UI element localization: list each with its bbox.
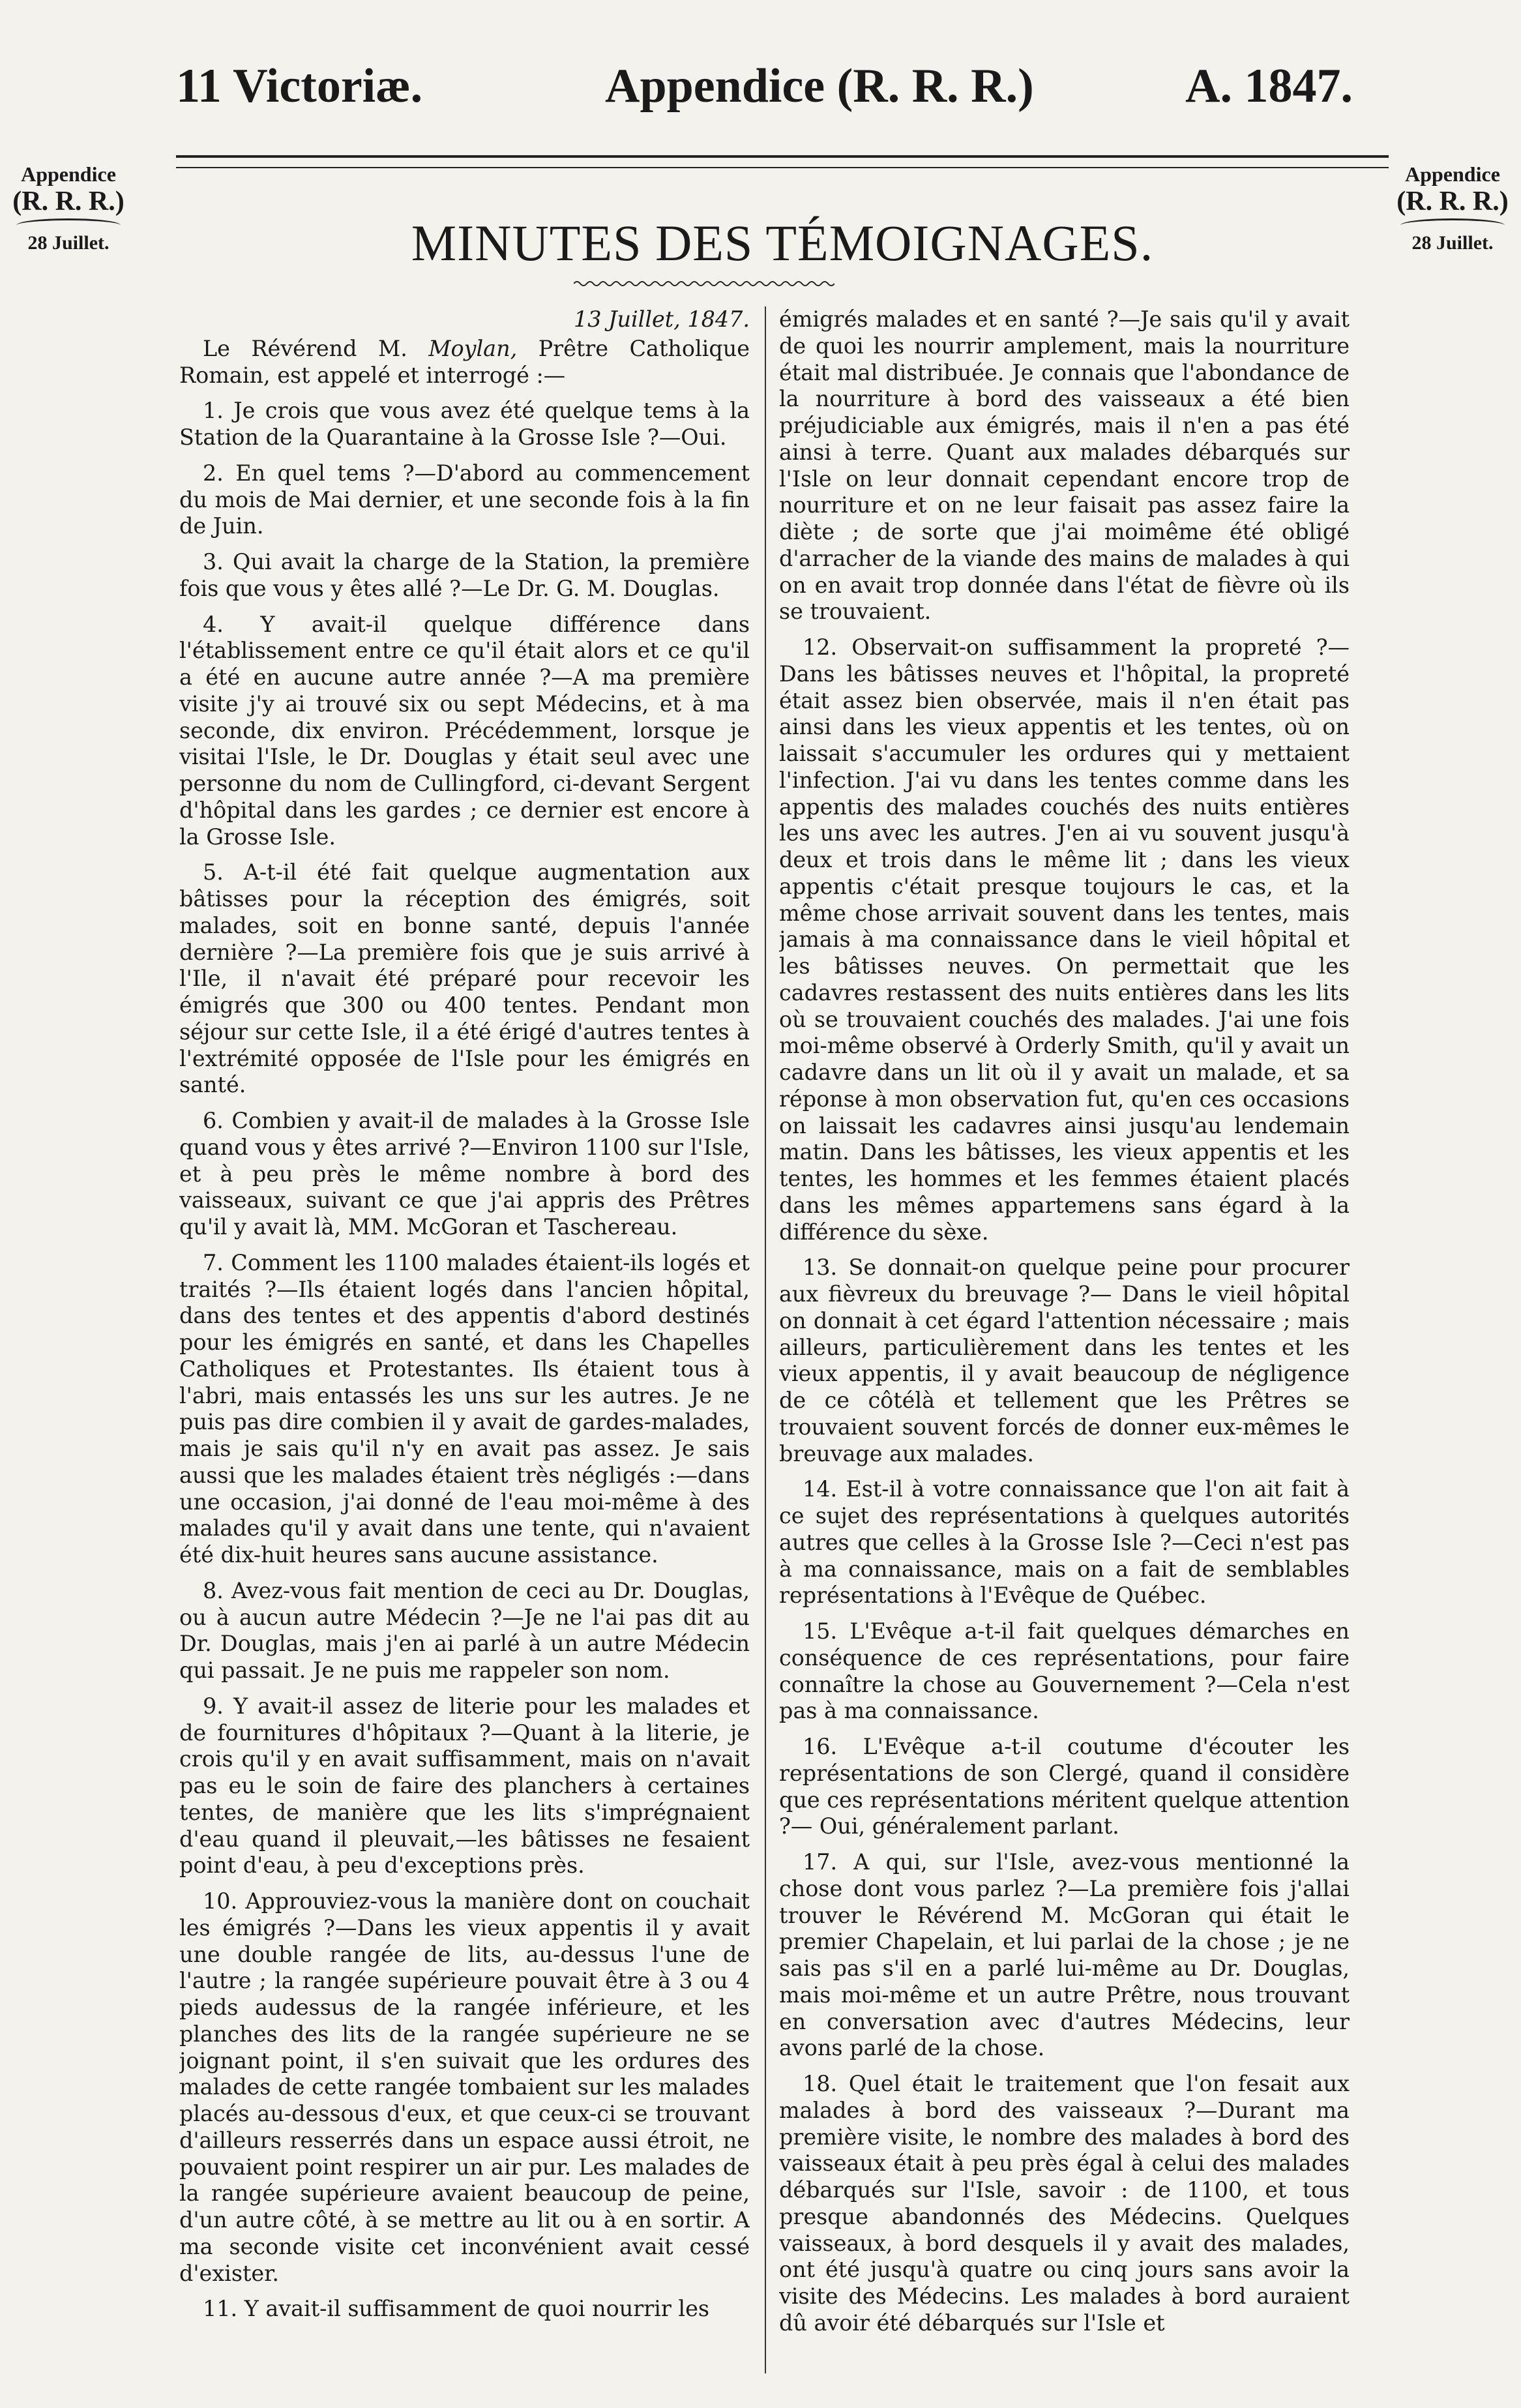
margin-appendix-code: (R. R. R.) bbox=[1396, 186, 1509, 217]
question-paragraph: 12. Observait-on suffisamment la propreté ?— Dans les bâtisses neuves et l'hôpital, la propreté était assez bien observée, mais il n'en était pas ainsi dans les vieux appentis et les tentes, où on laissait s'accumuler les ordures qui y mettaient l'infection. J'ai vu dans les tentes comme dans les appentis des malades couchés des nuits entières les uns avec les autres. J'en ai vu souvent jusqu'à deux et trois dans le même lit ; dans les vieux appentis c'était presque toujours le cas, et la même chose arrivait souvent dans les tentes, mais jamais à ma connaissance dans le vieil hôpital et les bâtisses neuves. On permettait que les cadavres restassent des nuits entières dans les lits où se trouvaient couchés des malades. J'ai une fois moi-même observé à Orderly Smith, qu'il y avait un cadavre dans un lit où il y avait un malade, et sa réponse à mon observation fut, qu'en ces occasions on laissait les cadavres ainsi jusqu'au lendemain matin. Dans les bâtisses, les vieux appentis et les tentes, les hommes et les femmes étaient placés dans les mêmes appartemens sans égard à la différence du sèxe. bbox=[779, 634, 1350, 1245]
margin-date: 28 Juillet. bbox=[1411, 232, 1494, 254]
question-paragraph: 17. A qui, sur l'Isle, avez-vous mentionné la chose dont vous parlez ?—La première fois j'allai trouver le Révérend M. McGoran qui était le premier Chapelain, et lui parlai de la chose ; je ne sais pas s'il en a parlé lui-même au Dr. Douglas, mais moi-même et un autre Prêtre, nous trouvant en conversation avec d'autres Médecins, leur avons parlé de la chose. bbox=[779, 1849, 1350, 2061]
witness-intro: Le Révérend M. Moylan, Prêtre Catholique Romain, est appelé et interrogé :— bbox=[179, 335, 750, 388]
right-column bbox=[779, 306, 1350, 2382]
margin-appendix-label: Appendice bbox=[1405, 162, 1500, 186]
question-paragraph: 11. Y avait-il suffisamment de quoi nourrir les bbox=[203, 2296, 710, 2322]
question-paragraph: 18. Quel était le traitement que l'on fesait aux malades à bord des vaisseaux ?—Durant ma première visite, le nombre des malades à bord des vaisseaux était à peu près égal à celui des malades débarqués sur l'Isle, savoir : de 1100, et tous presque abandonnés des Médecins. Quelques vaisseaux, à bord desquels il y avait des malades, ont été jusqu'à quatre ou cinq jours sans avoir la visite des Médecins. Les malades à bord auraient dû avoir été débarqués sur l'Isle et bbox=[779, 2071, 1350, 2336]
header-rule bbox=[176, 155, 1389, 168]
margin-appendix-code: (R. R. R.) bbox=[12, 186, 125, 217]
question-paragraph: 6. Combien y avait-il de malades à la Grosse Isle quand vous y êtes arrivé ?—Environ 1100 sur l'Isle, et à peu près le même nombre à bord des vaisseaux, suivant ce que j'ai appris des Prêtres qu'il y avait là, MM. McGoran et Taschereau. bbox=[179, 1108, 750, 1240]
witness-name: Moylan, bbox=[428, 335, 518, 361]
question-paragraph: 15. L'Evêque a-t-il fait quelques démarches en conséquence de ces représentations, pour faire connaître la chose au Gouvernement ?—Cela n'est pas à ma connaissance. bbox=[779, 1618, 1350, 1724]
question-paragraph: 9. Y avait-il assez de literie pour les malades et de fournitures d'hôpitaux ?—Quant à la literie, je crois qu'il y en avait suffisamment, mais on n'avait pas eu le soin de faire des planchers à certaines tentes, de manière que les lits s'imprégnaient d'eau quand il pleuvait,—les bâtisses ne fesaient point d'eau, à peu d'exceptions près. bbox=[179, 1693, 750, 1879]
question-paragraph: 1. Je crois que vous avez été quelque tems à la Station de la Quarantaine à la Grosse Isle ?—Oui. bbox=[179, 398, 750, 450]
testimony-date: 13 Juillet, 1847. bbox=[573, 306, 750, 332]
margin-date: 28 Juillet. bbox=[27, 232, 110, 254]
question-paragraph: 13. Se donnait-on quelque peine pour procurer aux fièvreux du breuvage ?— Dans le vieil hôpital on donnait à cet égard l'attention nécessaire ; mais ailleurs, particulièrement dans les tentes et les vieux appentis, il y avait beaucoup de négligence de ce côtélà et tellement que les Prêtres se trouvaient souvent forcés de donner eux-mêmes le breuvage aux malades. bbox=[779, 1255, 1350, 1466]
question-paragraph: 7. Comment les 1100 malades étaient-ils logés et traités ?—Ils étaient logés dans l'ancien hôpital, dans des tentes et des appentis d'abord destinés pour les émigrés en santé, et dans les Chapelles Catholiques et Protestantes. Ils étaient tous à l'abri, mais entassés les uns sur les autres. Je ne puis pas dire combien il y avait de gardes-malades, mais je sais qu'il n'y en avait pas assez. Je sais aussi que les malades étaient très négligés :—dans une occasion, j'ai donné de l'eau moi-même à des malades qu'il y avait dans une tente, qui n'avaient été dix-huit heures sans aucune assistance. bbox=[179, 1249, 750, 1568]
margin-note-right bbox=[1387, 163, 1518, 254]
question-paragraph: 4. Y avait-il quelque différence dans l'établissement entre ce qu'il était alors et ce qu'il a été en aucune autre année ?—A ma première visite j'y ai trouvé six ou sept Médecins, et à ma seconde, dix environ. Précédemment, lorsque je visitai l'Isle, le Dr. Douglas y était seul avec une personne du nom de Cullingford, ci-devant Sergent d'hôpital dans les gardes ; ce dernier est encore à la Grosse Isle. bbox=[179, 611, 750, 850]
question-paragraph: 14. Est-il à votre connaissance que l'on ait fait à ce sujet des représentations à quelques autorités autres que celles à la Grosse Isle ?—Ceci n'est pas à ma connaissance, mais on a fait de semblables représentations à l'Evêque de Québec. bbox=[779, 1476, 1350, 1609]
question-paragraph: 2. En quel tems ?—D'abord au commencement du mois de Mai dernier, et une seconde fois à la fin de Juin. bbox=[179, 460, 750, 539]
continued-answer: émigrés malades et en santé ?—Je sais qu'il y avait de quoi les nourrir amplement, mais la nourriture était mal distribuée. Je connais que l'abondance de la nourriture à bord des vaisseaux a été bien préjudiciable aux émigrés, mais il n'en a pas été ainsi à terre. Quant aux malades débarqués sur l'Isle on leur donnait cependant encore trop de nourriture et on ne leur faisait pas assez faire la diète ; de sorte que j'ai moimême été obligé d'arracher de la viande des mains de malades à qui on en avait trop donnée dans l'état de fièvre où ils se trouvaient. bbox=[779, 306, 1350, 625]
margin-brace bbox=[16, 218, 121, 232]
question-paragraph: 3. Qui avait la charge de la Station, la première fois que vous y êtes allé ?—Le Dr. G. M. Douglas. bbox=[179, 549, 750, 601]
question-paragraph: 16. L'Evêque a-t-il coutume d'écouter les représentations de son Clergé, quand il considère que ces représentations méritent quelque attention ?— Oui, généralement parlant. bbox=[779, 1734, 1350, 1839]
margin-note-left bbox=[3, 163, 134, 254]
title-ornament bbox=[574, 279, 834, 288]
question-paragraph: 5. A-t-il été fait quelque augmentation aux bâtisses pour la réception des émigrés, soit malades, soit en bonne santé, depuis l'année dernière ?—La première fois que je suis arrivé à l'Ile, il n'avait été préparé pour recevoir les émigrés que 300 ou 400 tentes. Pendant mon séjour sur cette Isle, il a été érigé d'autres tentes à l'extrémité opposée de l'Isle pour les émigrés en santé. bbox=[179, 859, 750, 1098]
question-paragraph: 8. Avez-vous fait mention de ceci au Dr. Douglas, ou à aucun autre Médecin ?—Je ne l'ai pas dit au Dr. Douglas, mais j'en ai parlé à un autre Médecin qui passait. Je ne puis me rappeler son nom. bbox=[179, 1577, 750, 1683]
margin-brace bbox=[1400, 218, 1505, 232]
left-column bbox=[179, 306, 750, 2382]
question-paragraph: 10. Approuviez-vous la manière dont on couchait les émigrés ?—Dans les vieux appentis il y avait une double rangée de lits, au-dessus l'une de l'autre ; la rangée supérieure pouvait être à 3 ou 4 pieds audessus de la rangée inférieure, et les planches des lits de la rangée supérieure ne se joignant point, il s'en suivait que les ordures des malades de cette rangée tombaient sur les malades placés au-dessous d'eux, et que ceux-ci se trouvant d'ailleurs resserrés dans un espace aussi étroit, ne pouvaient point respirer un air pur. Les malades de la rangée supérieure avaient beaucoup de peine, d'un autre côté, à se mettre au lit ou à en sortir. A ma seconde visite cet inconvénient avait cessé d'exister. bbox=[179, 1888, 750, 2286]
header-year: A. 1847. bbox=[1185, 59, 1353, 113]
header-appendix: Appendice (R. R. R.) bbox=[605, 59, 1034, 113]
section-title: MINUTES DES TÉMOIGNAGES. bbox=[411, 215, 1154, 271]
header-volume: 11 Victoriæ. bbox=[176, 59, 423, 113]
column-divider bbox=[765, 306, 766, 2373]
margin-appendix-label: Appendice bbox=[21, 162, 116, 186]
